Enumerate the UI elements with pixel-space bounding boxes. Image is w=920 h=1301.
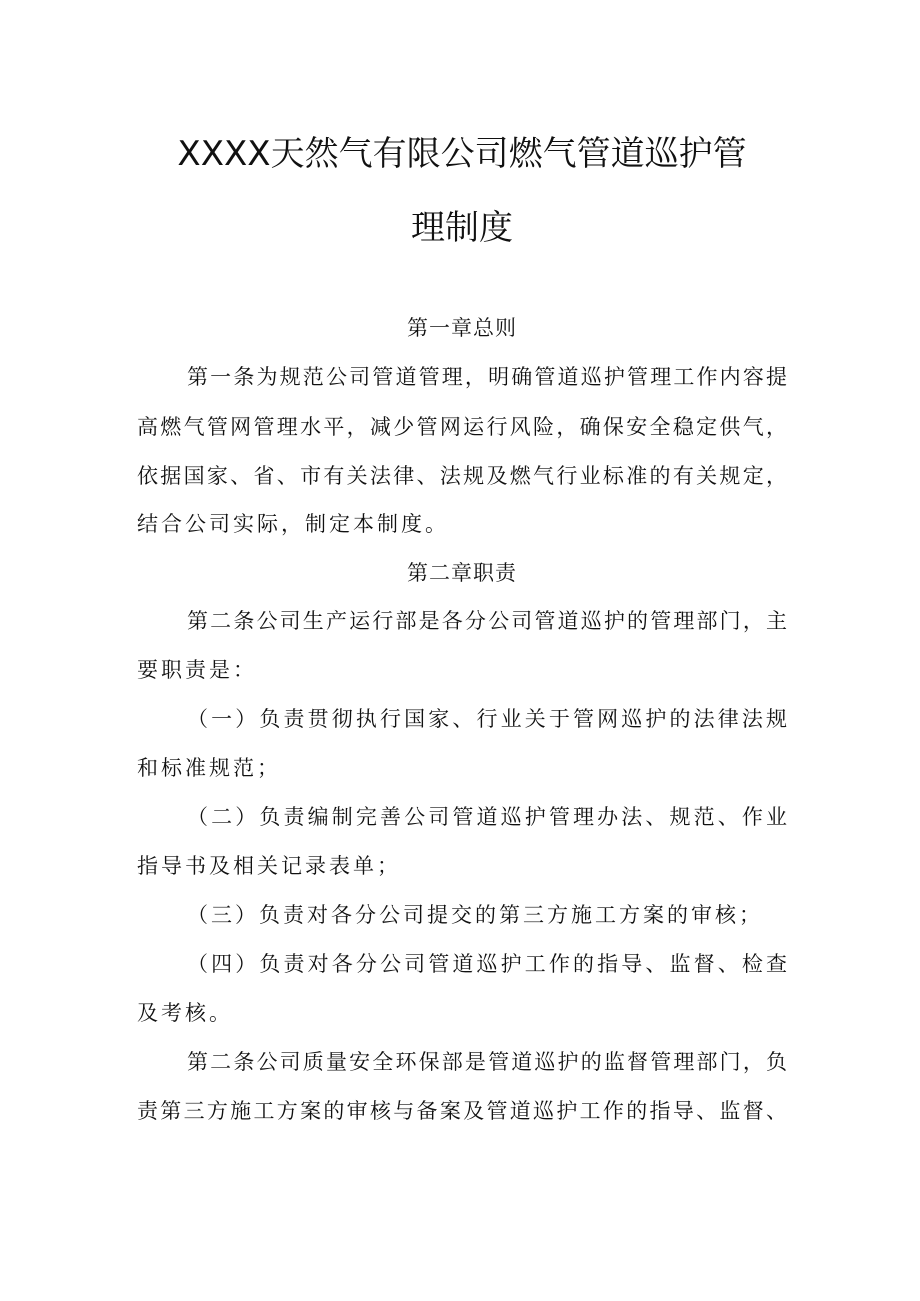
paragraph-line: 第二条公司生产运行部是各分公司管道巡护的管理部门，主 <box>187 609 787 633</box>
paragraph-line: （二）负责编制完善公司管道巡护管理办法、规范、作业 <box>187 805 787 829</box>
paragraph-line: 责第三方施工方案的审核与备案及管道巡护工作的指导、监督、 <box>137 1099 787 1123</box>
paragraph-line: 依据国家、省、市有关法律、法规及燃气行业标准的有关规定， <box>137 464 787 488</box>
document-title-line-2: 理制度 <box>411 208 513 248</box>
paragraph-line: （四）负责对各分公司管道巡护工作的指导、监督、检查 <box>187 952 787 976</box>
paragraph-line: 第二条公司质量安全环保部是管道巡护的监督管理部门，负 <box>187 1050 787 1074</box>
paragraph-line: 及考核。 <box>137 1001 233 1025</box>
paragraph-line: 要职责是： <box>137 658 257 682</box>
paragraph-line: （一）负责贯彻执行国家、行业关于管网巡护的法律法规 <box>187 707 787 731</box>
paragraph-line: 结合公司实际，制定本制度。 <box>137 512 449 536</box>
paragraph-line: 和标准规范； <box>137 756 281 780</box>
chapter-heading-1: 第一章总则 <box>407 316 517 340</box>
paragraph-line: （三）负责对各分公司提交的第三方施工方案的审核； <box>187 903 763 927</box>
chapter-heading-2: 第二章职责 <box>407 561 517 585</box>
paragraph-line: 高燃气管网管理水平，减少管网运行风险，确保安全稳定供气， <box>137 415 787 439</box>
document-title-line-1: XXXX天然气有限公司燃气管道巡护管 <box>177 134 747 174</box>
paragraph-line: 指导书及相关记录表单； <box>137 854 401 878</box>
paragraph-line: 第一条为规范公司管道管理，明确管道巡护管理工作内容提 <box>187 365 787 389</box>
